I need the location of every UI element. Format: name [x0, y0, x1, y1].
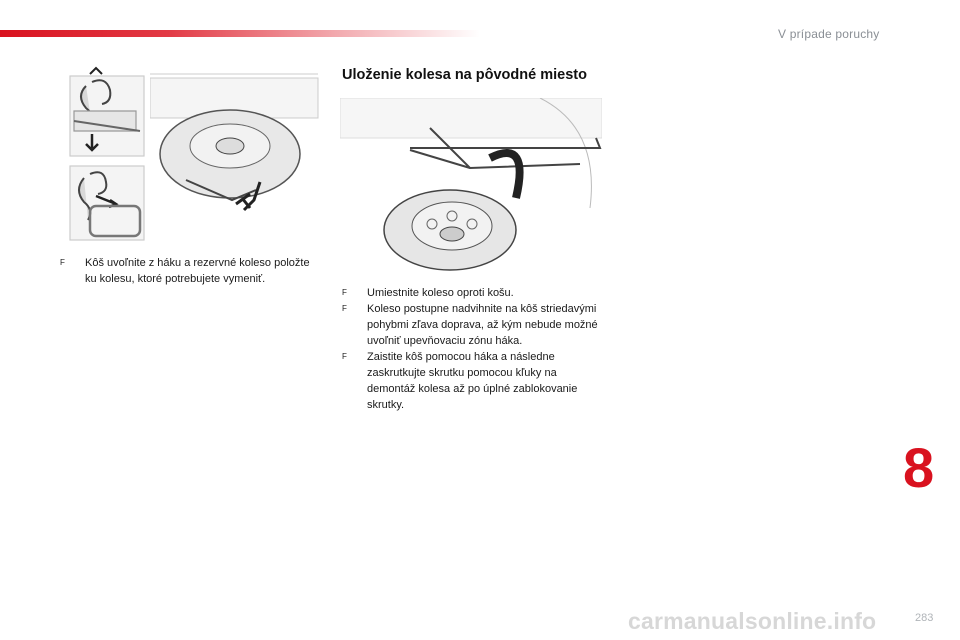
bullet-text: Koleso postupne nadvihnite na kôš striedavými pohybmi zľava doprava, až kým nebude možné uvoľniť upevňovaciu zónu háka.	[367, 303, 598, 347]
list-item	[342, 349, 604, 413]
spare-wheel-lowering-illustration	[150, 70, 320, 230]
bullet-text: Zaistite kôš pomocou háka a následne zaskrutkujte skrutku pomocou kľuky na demontáž kolesa až po úplné zablokovanie skrutky.	[367, 351, 578, 411]
section-heading: Uloženie kolesa na pôvodné miesto	[342, 67, 587, 83]
hook-detail-illustration	[66, 66, 146, 242]
page-number: 283	[915, 612, 934, 624]
list-item	[342, 301, 604, 349]
right-instructions	[342, 285, 604, 413]
section-title: V prípade poruchy	[778, 27, 880, 41]
list-item	[60, 255, 310, 287]
bullet-symbol: F	[60, 258, 65, 267]
bullet-symbol: F	[342, 288, 347, 297]
bullet-text: Umiestnite koleso oproti košu.	[367, 287, 514, 299]
bullet-symbol: F	[342, 304, 347, 313]
wheel-in-basket-illustration	[340, 98, 602, 274]
header-accent-bar	[0, 30, 480, 37]
list-item	[342, 285, 604, 301]
bullet-symbol: F	[342, 352, 347, 361]
watermark: carmanualsonline.info	[628, 608, 877, 634]
bullet-text: Kôš uvoľnite z háku a rezervné koleso položte ku kolesu, ktoré potrebujete vymeniť.	[85, 257, 310, 285]
left-instructions	[60, 255, 310, 287]
chapter-number: 8	[903, 436, 935, 499]
